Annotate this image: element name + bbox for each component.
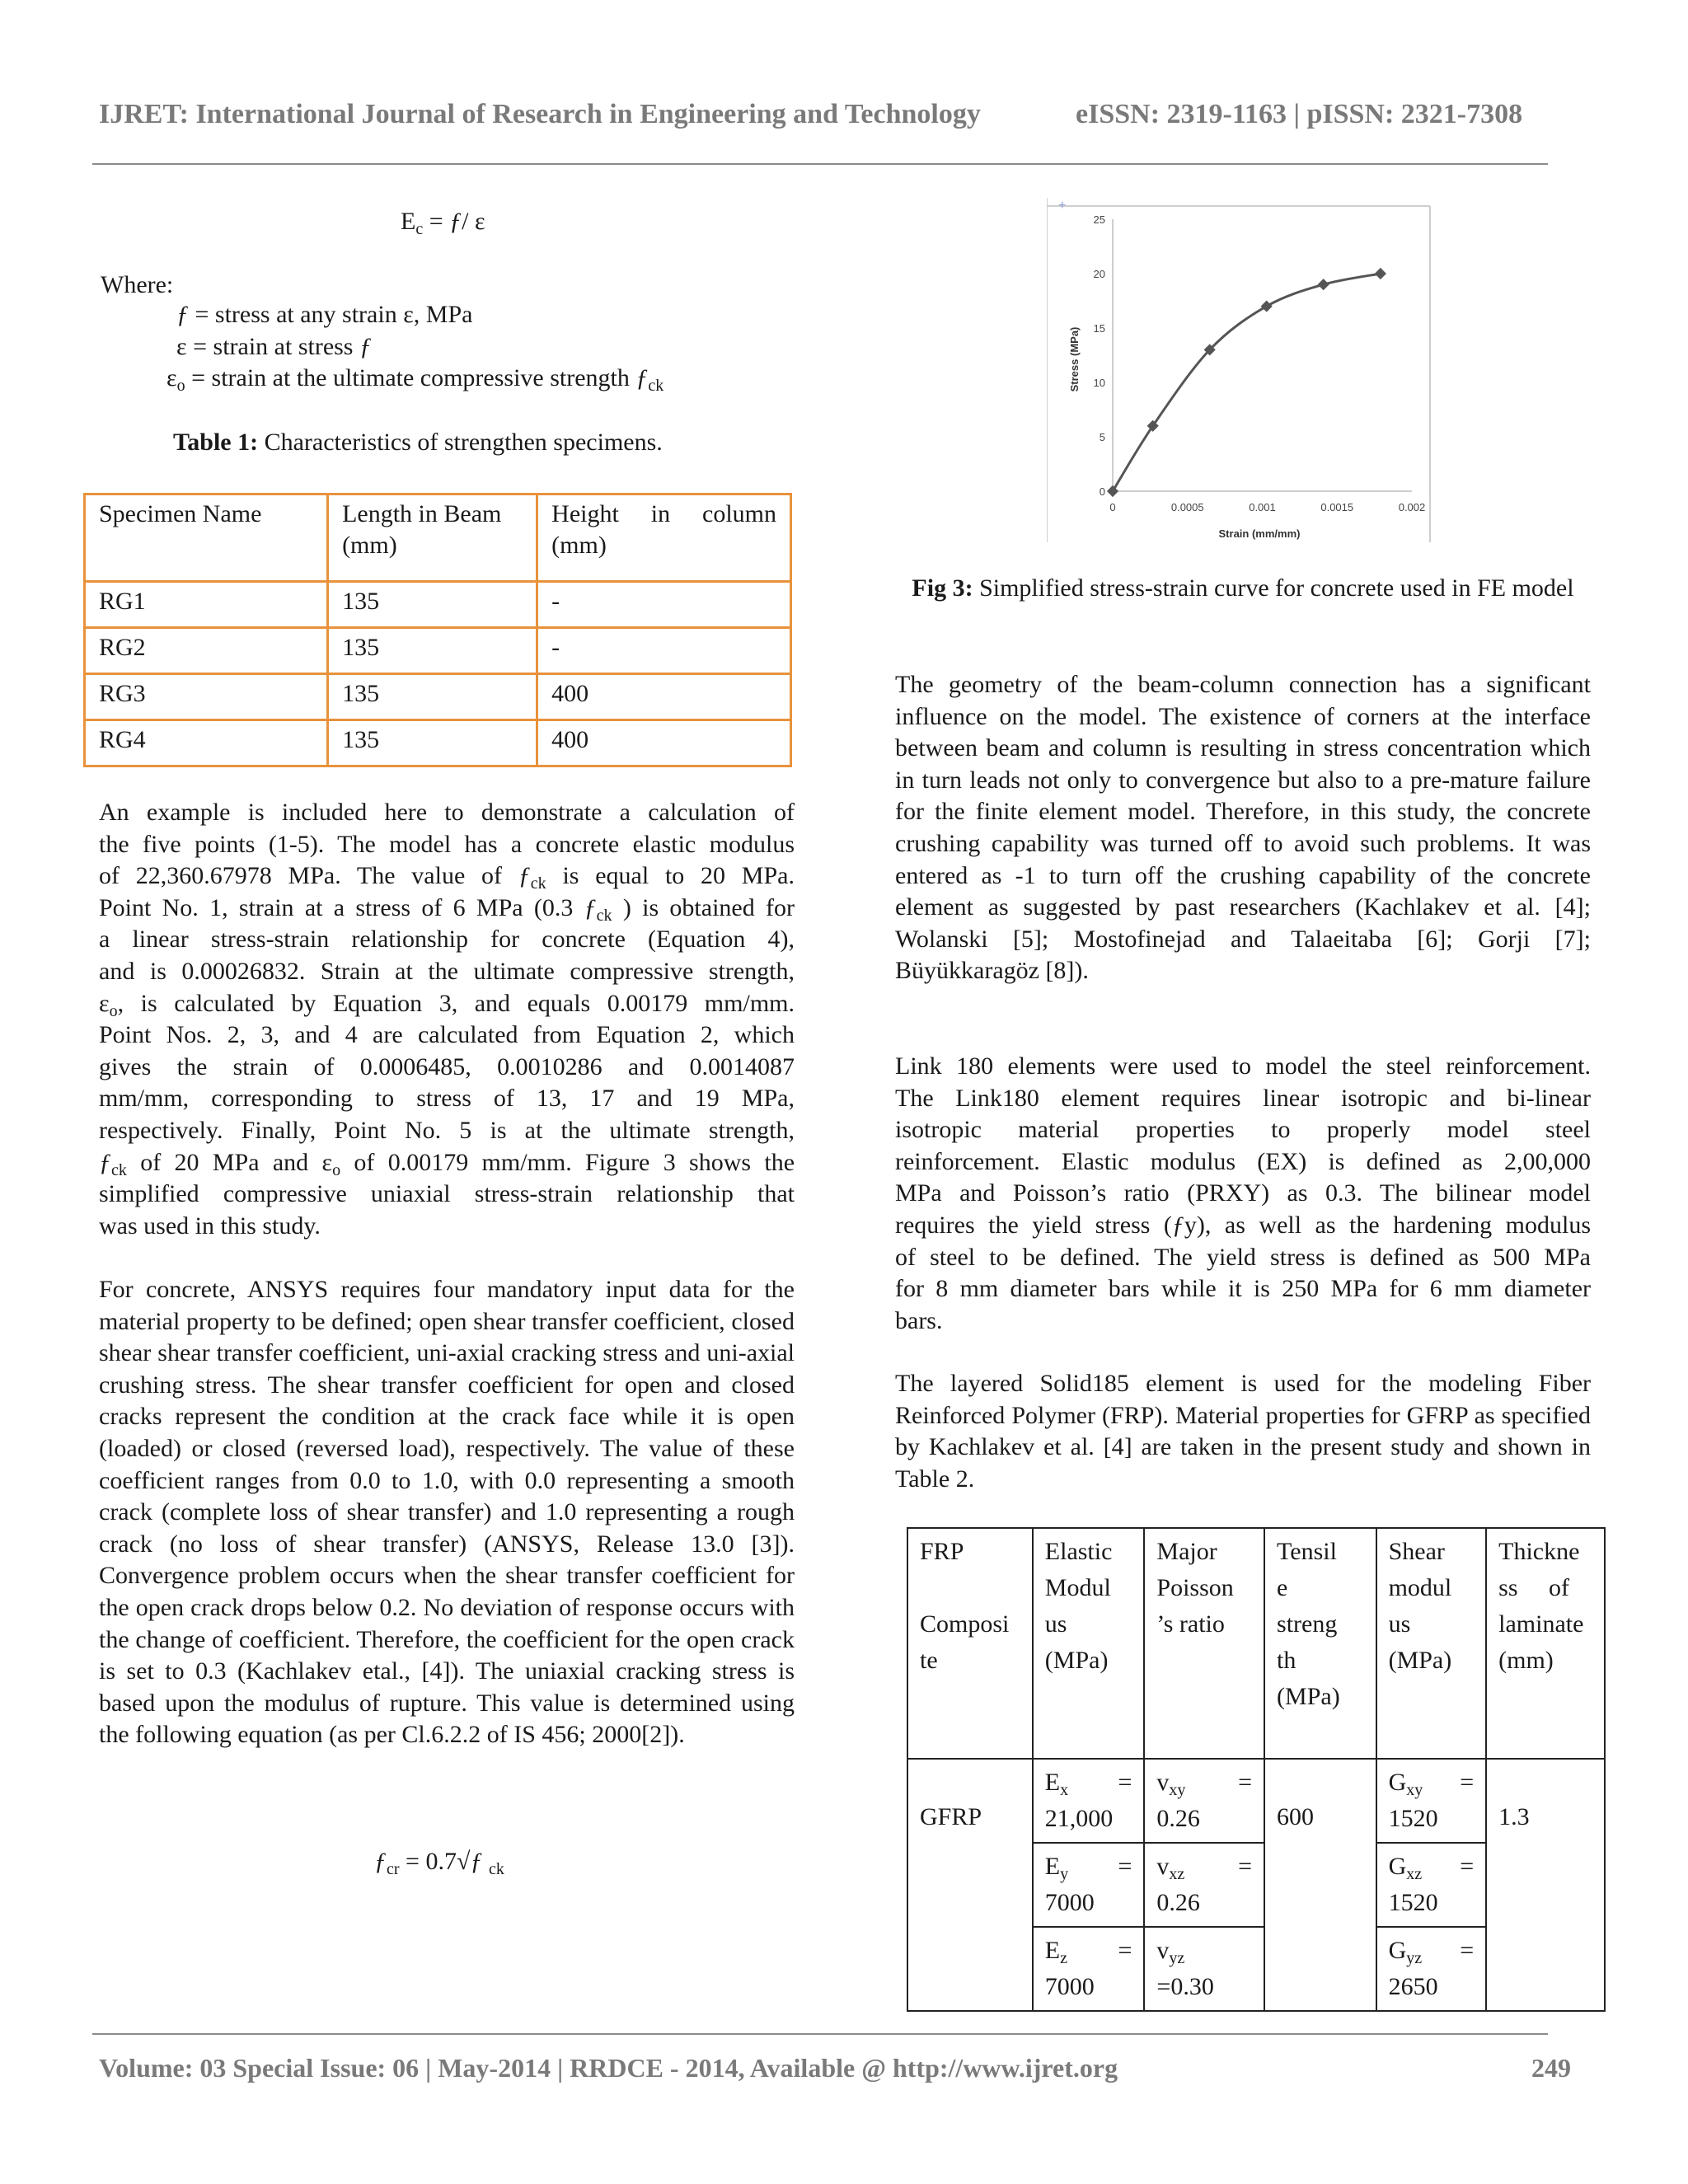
chart-y-tick-label: 20 <box>1093 268 1105 280</box>
left-paragraph-2: For concrete, ANSYS requires four mandatory input data for the material property to be defined; open shear transfer coefficient, closed shear shear transfer coefficient, uni-axial cracking stress and uni-axial crushing stress. The shear transfer coefficient for open and closed cracks represent the condition at the crack face while it is open (loaded) or closed (reversed load), respectively. The value of these coefficient ranges from 0.0 to 1.0, with 0.0 representing a smooth crack (complete loss of shear transfer) and 1.0 representing a rough crack (no loss of shear transfer) (ANSYS, Release 13.0 [3]). Convergence problem occurs when the shear transfer coefficient for the open crack drops below 0.2. No deviation of response occurs with the change of coefficient. Therefore, the coefficient for the open crack is set to 0.3 (Kachlakev etal., [4]). The uniaxial cracking stress is based upon the modulus of rupture. This value is determined using the following equation (as per Cl.6.2.2 of IS 456; 2000[2]). <box>99 1276 795 1749</box>
table-cell: 135 <box>328 628 537 674</box>
table1-header-cell: Specimen Name <box>85 494 328 582</box>
chart-x-tick-label: 0.0015 <box>1320 501 1354 513</box>
chart-data-point <box>1375 268 1386 279</box>
chart-y-tick-label: 0 <box>1099 485 1105 498</box>
page-number: 249 <box>1531 2053 1571 2083</box>
table1-header-cell: Height in column (mm) <box>537 494 791 582</box>
table-cell: RG4 <box>85 720 328 766</box>
table1-caption-label: Table 1: <box>173 429 259 456</box>
table-cell: 135 <box>328 720 537 766</box>
right-paragraph-2: Link 180 elements were used to model the steel reinforcement. The Link180 element requires linear isotropic and bi-linear isotropic material properties to properly model steel reinforcement. Elastic modulus (EX) is defined as 2,00,000 MPa and Poisson’s ratio (PRXY) as 0.3. The bilinear model requires the yield stress (ƒy), as well as the hardening modulus of steel to be defined. The yield stress is defined as 500 MPa for 8 mm diameter bars while it is 250 MPa for 6 mm diameter bars. <box>895 1052 1591 1334</box>
chart-data-point <box>1318 279 1329 290</box>
table2-material: GFRP <box>907 1759 1033 2011</box>
table-cell: 400 <box>537 720 791 766</box>
table2-tensile: 600 <box>1264 1759 1376 2011</box>
table2-thickness: 1.3 <box>1486 1759 1605 2011</box>
table-row <box>85 720 791 766</box>
table-cell: 135 <box>328 674 537 720</box>
table2-header-shear: Shear modul us (MPa) <box>1376 1528 1487 1759</box>
journal-title: IJRET: International Journal of Research in Engineering and Technology <box>99 99 981 129</box>
chart-y-tick-label: 10 <box>1093 377 1105 389</box>
table-row <box>85 628 791 674</box>
issn: eISSN: 2319-1163 | pISSN: 2321-7308 <box>1076 99 1523 129</box>
table-cell: RG3 <box>85 674 328 720</box>
table-cell: $E_z$ = 7000 <box>1033 1927 1145 2011</box>
chart-data-point <box>1107 485 1118 497</box>
chart-data-point <box>1261 301 1273 312</box>
chart-x-tick-label: 0 <box>1109 501 1116 513</box>
table-2 <box>907 1527 1606 2012</box>
table-cell: 135 <box>328 582 537 628</box>
table2-header-thickness: Thickne ss of laminate (mm) <box>1486 1528 1605 1759</box>
header-rule <box>92 163 1548 165</box>
chart-y-tick-label: 15 <box>1093 322 1105 335</box>
where-item-stress: ƒ = stress at any strain ε, MPa <box>176 301 473 328</box>
table1-header-row <box>85 494 791 582</box>
table2-header-row <box>907 1528 1605 1759</box>
where-item-ultimate: $\varepsilon_o$ = strain at the ultimate compressive strength $ƒ_{ck}$ <box>166 364 664 395</box>
table-row <box>85 582 791 628</box>
stress-strain-chart <box>1047 198 1434 544</box>
table2-header-elastic: Elastic Modul us (MPa) <box>1033 1528 1145 1759</box>
where-item-strain: ε = strain at stress ƒ <box>176 333 372 360</box>
table-cell: $E_y$ = 7000 <box>1033 1843 1145 1927</box>
footer-rule <box>92 2033 1548 2035</box>
chart-x-axis-label: Strain (mm/mm) <box>1218 527 1301 540</box>
table-cell: $E_x$ = 21,000 <box>1033 1759 1145 1843</box>
chart-x-tick-label: 0.0005 <box>1170 501 1204 513</box>
left-paragraph-1: An example is included here to demonstrate a calculation of the five points (1-5). The model has a concrete elastic modulus of 22,360.67978 MPa. The value of $ƒ_{ck}$ is equal to 20 MPa. Point No. 1, strain at a stress of 6 MPa (0.3 $ƒ_{ck}$ ) is obtained for a linear stress-strain relationship for concrete (Equation 4), and is 0.00026832. Strain at the ultimate compressive strength, $\varepsilon_o$, is calculated by Equation 3, and equals 0.00179 mm/mm. Point Nos. 2, 3, and 4 are calculated from Equation 2, which gives the strain of 0.0006485, 0.0010286 and 0.0014087 mm/mm, corresponding to stress of 13, 17 and 19 MPa, respectively. Finally, Point No. 5 is at the ultimate strength, $ƒ_{ck}$ of 20 MPa and $\varepsilon_o$ of 0.00179 mm/mm. Figure 3 shows the simplified compressive uniaxial stress-strain relationship that was used in this study. <box>99 799 795 1240</box>
table-cell: $G_{yz}$ = 2650 <box>1376 1927 1487 2011</box>
table-row <box>907 1759 1605 1843</box>
fig3-caption-text: Simplified stress-strain curve for concrete used in FE model <box>973 574 1574 602</box>
chart-x-tick-label: 0.001 <box>1249 501 1276 513</box>
table1-caption <box>173 427 663 459</box>
table2-header-frp: FRP Composi te <box>907 1528 1033 1759</box>
fig3-caption-label: Fig 3: <box>912 574 973 602</box>
where-label: Where: <box>101 271 174 298</box>
chart-marks <box>1107 268 1386 497</box>
table2-header-tensile: Tensil e streng th (MPa) <box>1264 1528 1376 1759</box>
table-cell: - <box>537 628 791 674</box>
table-cell: $G_{xy}$ = 1520 <box>1376 1759 1487 1843</box>
table-cell: RG1 <box>85 582 328 628</box>
table-cell: - <box>537 582 791 628</box>
chart-y-axis-label: Stress (MPa) <box>1068 326 1081 392</box>
footer-volume: Volume: 03 Special Issue: 06 | May-2014 | RRDCE - 2014, Available @ http://www.ijret.org <box>99 2053 1118 2083</box>
chart-series-line <box>1113 274 1381 491</box>
table1-header-cell: Length in Beam (mm) <box>328 494 537 582</box>
fig3-caption <box>895 573 1591 605</box>
table1-caption-text: Characteristics of strengthen specimens. <box>258 429 663 456</box>
right-paragraph-3: The layered Solid185 element is used for the modeling Fiber Reinforced Polymer (FRP). Material properties for GFRP as specified by Kachlakev et al. [4] are taken in the present study and shown in Table 2. <box>895 1370 1591 1493</box>
right-paragraph-1: The geometry of the beam-column connection has a significant influence on the model. The existence of corners at the interface between beam and column is resulting in stress concentration which in turn leads not only to convergence but also to a pre-mature failure for the finite element model. Therefore, in this study, the concrete crushing capability was turned off to avoid such problems. It was entered as -1 to turn off the crushing capability of the concrete element as suggested by past researchers (Kachlakev et al. [4]; Wolanski [5]; Mostofinejad and Talaeitaba [6]; Gorji [7]; Büyükkaragöz [8]). <box>895 671 1591 985</box>
table-1 <box>83 493 792 767</box>
table-cell: $v_{xy}$ = 0.26 <box>1144 1759 1264 1843</box>
table-cell: $v_{xz}$ = 0.26 <box>1144 1843 1264 1927</box>
table2-header-poisson: Major Poisson ’s ratio <box>1144 1528 1264 1759</box>
chart-y-tick-label: 25 <box>1093 213 1105 226</box>
table-row <box>85 674 791 720</box>
table-cell: RG2 <box>85 628 328 674</box>
table-cell: $G_{xz}$ = 1520 <box>1376 1843 1487 1927</box>
table-cell: $v_{yz}$ =0.30 <box>1144 1927 1264 2011</box>
equation-fcr: $ƒ_{cr}$ = 0.7√ƒ $_{ck}$ <box>374 1848 504 1878</box>
chart-y-tick-label: 5 <box>1099 431 1105 443</box>
chart-x-tick-label: 0.002 <box>1398 501 1426 513</box>
equation-ec: $E_c$ = ƒ/ ε <box>401 208 485 238</box>
table-cell: 400 <box>537 674 791 720</box>
chart-handle-icon: + <box>1058 199 1067 213</box>
chart-axes <box>1094 213 1426 513</box>
